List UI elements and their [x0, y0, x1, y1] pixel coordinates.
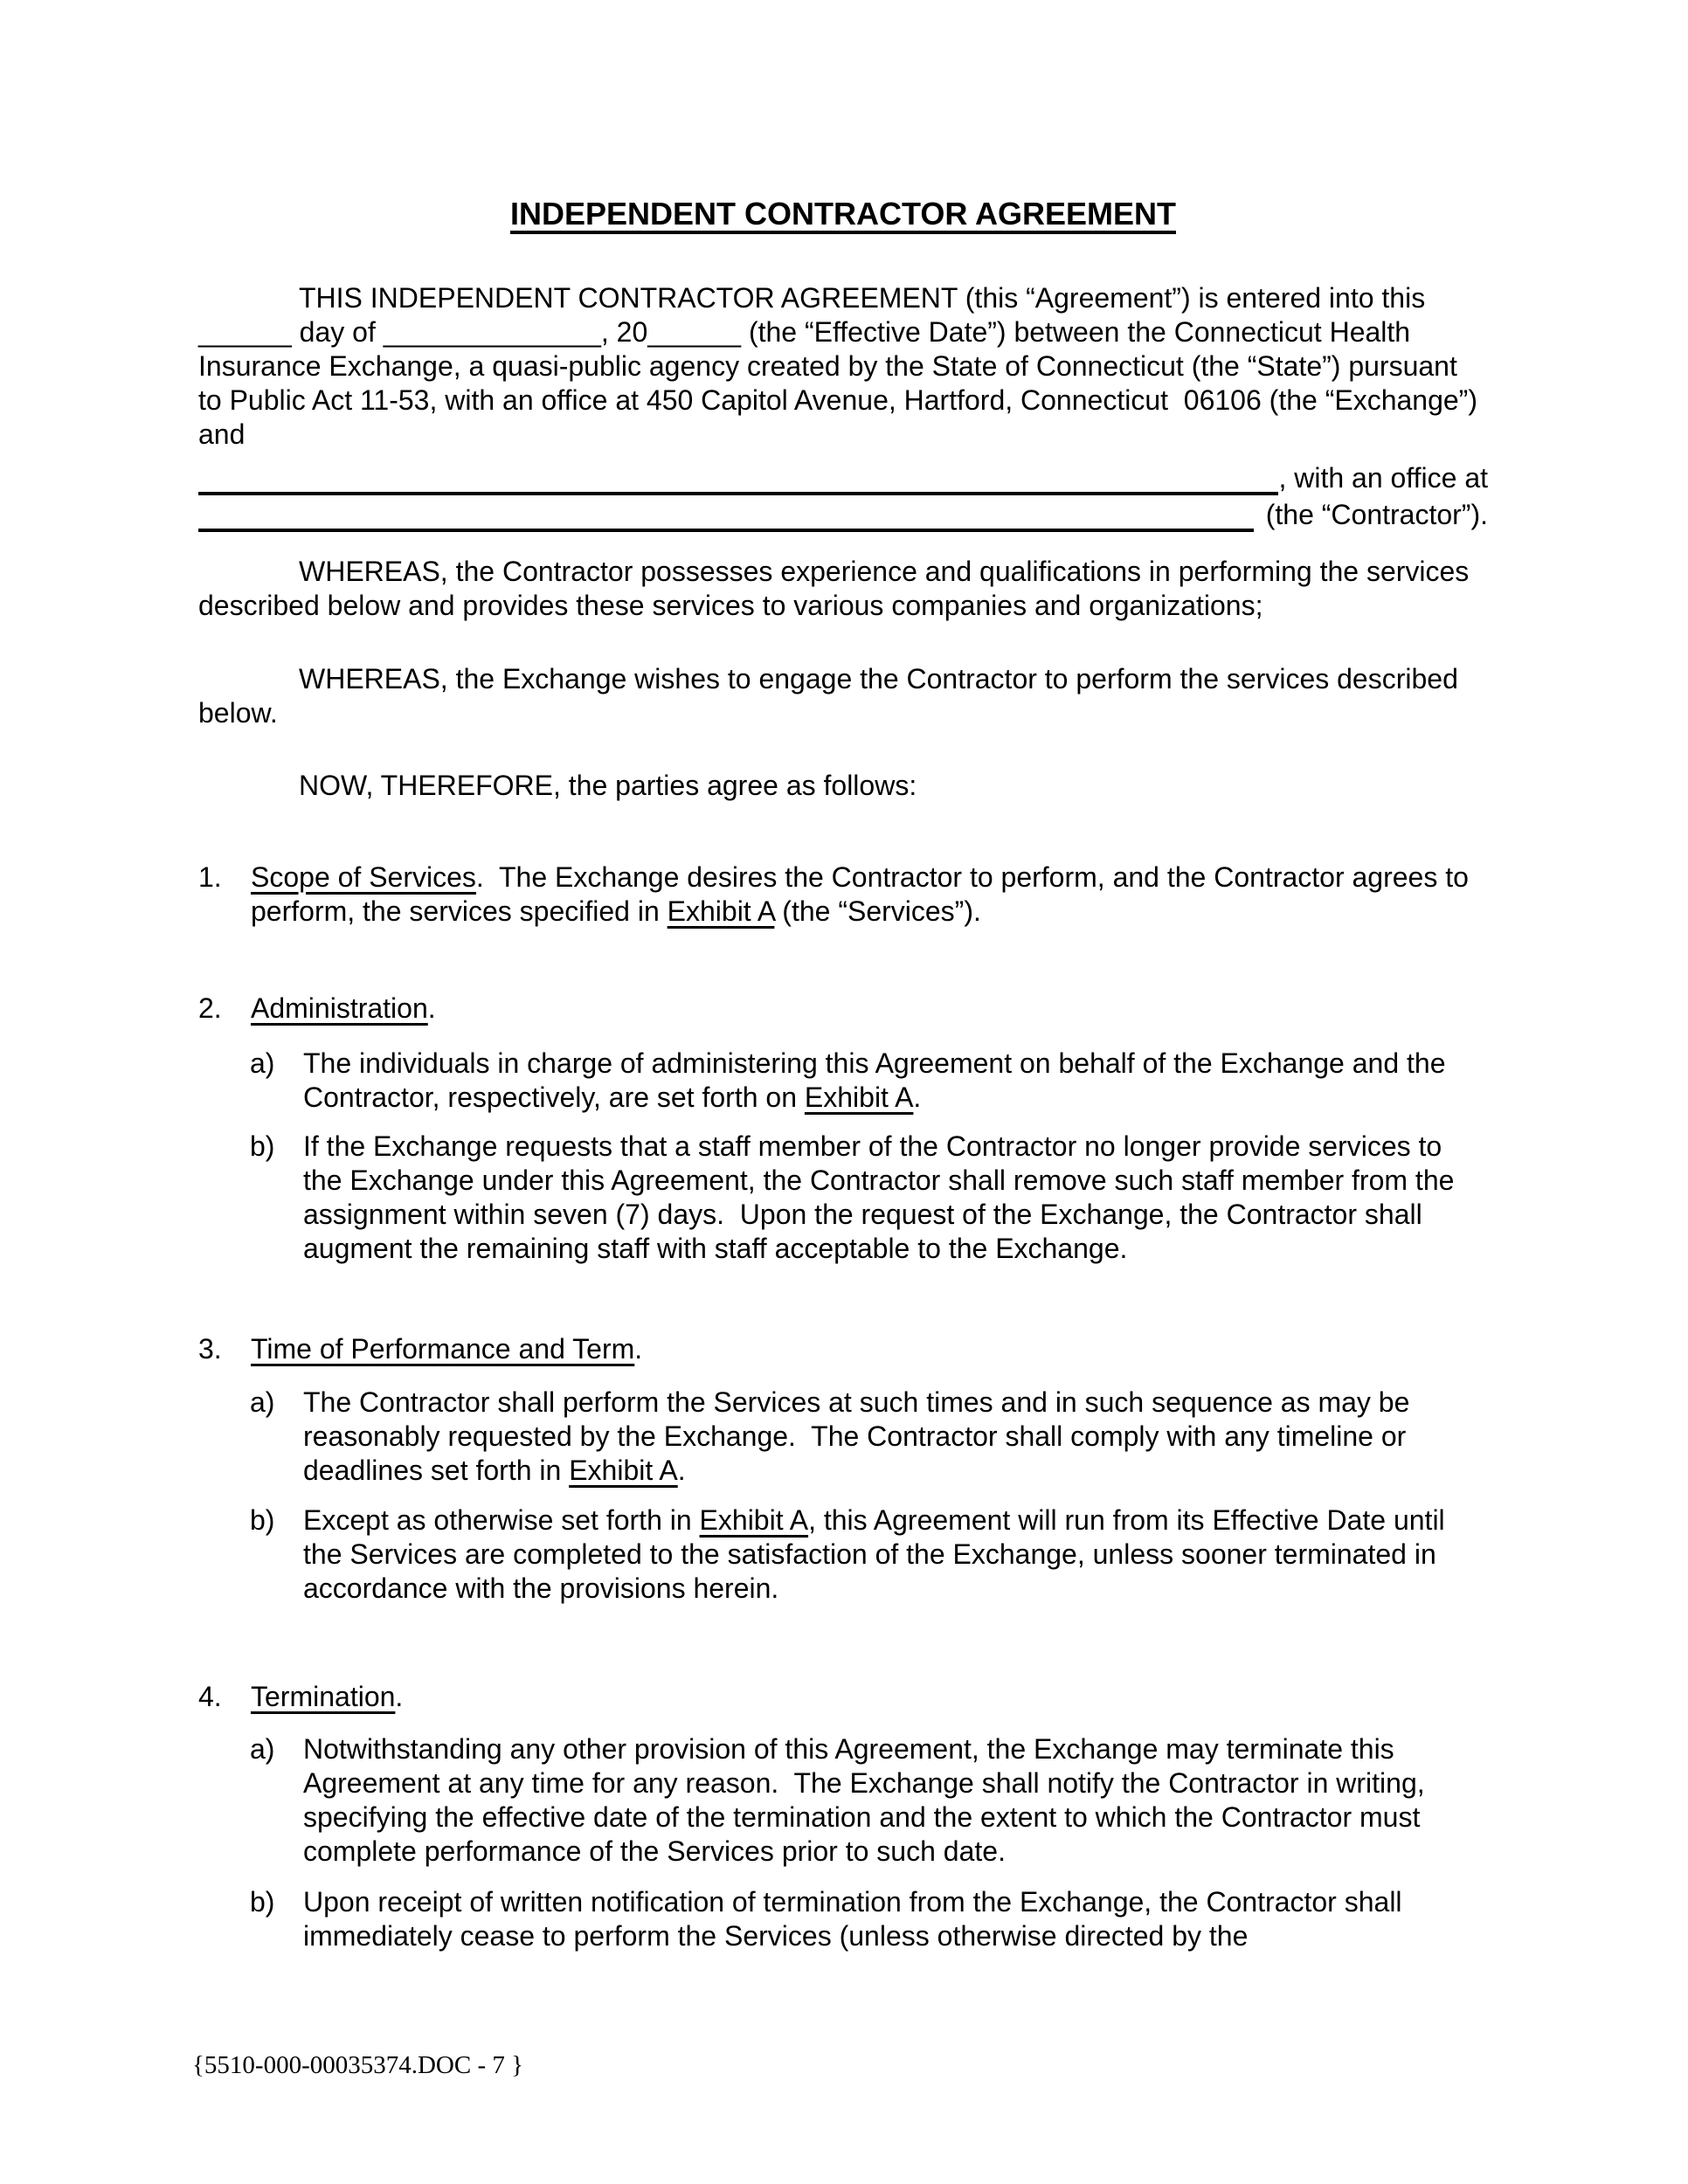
- section-number: 3.: [198, 1333, 222, 1365]
- now-therefore-paragraph: NOW, THEREFORE, the parties agree as follows:: [299, 770, 917, 801]
- contractor-label-text: (the “Contractor”).: [1265, 499, 1488, 530]
- item-letter: a): [250, 1047, 275, 1079]
- item-letter: b): [250, 1504, 275, 1536]
- blank-fill-line: [198, 460, 1278, 495]
- item-letter: b): [250, 1130, 275, 1162]
- section-4-termination: [198, 1680, 1488, 1714]
- blank-fill-line: [198, 496, 1254, 532]
- whereas-paragraph-2: WHEREAS, the Exchange wishes to engage the Contractor to perform the services described below.: [198, 663, 1466, 729]
- section-body: Time of Performance and Term.: [251, 1333, 643, 1365]
- section-3-item-b: [250, 1503, 1488, 1606]
- item-letter: a): [250, 1733, 275, 1765]
- section-2-item-a: [250, 1047, 1488, 1115]
- item-body: Except as otherwise set forth in Exhibit A, this Agreement will run from its Effective Date until the Services are completed to the satisfaction of the Exchange, unless sooner terminated in accordance with the provisions herein.: [303, 1504, 1453, 1604]
- item-letter: a): [250, 1386, 275, 1418]
- item-letter: b): [250, 1886, 275, 1918]
- contractor-name-line-2: [198, 496, 1488, 533]
- item-body: If the Exchange requests that a staff member of the Contractor no longer provide services to the Exchange under this Agreement, the Contractor shall remove such staff member from the assignment within seven (7) days. Upon the request of the Exchange, the Contractor shall augment the remaining staff with staff acceptable to the Exchange.: [303, 1130, 1463, 1264]
- document-content: [192, 0, 1488, 2081]
- item-body: The Contractor shall perform the Services at such times and in such sequence as may be reasonably requested by the Exchange. The Contractor shall comply with any timeline or deadlines set forth in Exhibit A.: [303, 1386, 1418, 1486]
- document-title: INDEPENDENT CONTRACTOR AGREEMENT: [509, 196, 1177, 232]
- section-body: Termination.: [251, 1681, 404, 1712]
- section-number: 2.: [198, 992, 222, 1024]
- document-control-number: {5510-000-00035374.DOC - 7 }: [192, 2051, 524, 2079]
- contractor-name-line-1: [198, 460, 1488, 496]
- item-body: The individuals in charge of administering this Agreement on behalf of the Exchange and the Contractor, respectively, are set forth on Exhibit A.: [303, 1047, 1454, 1113]
- office-at-text: , with an office at: [1278, 462, 1488, 494]
- section-2-item-b: [250, 1130, 1488, 1266]
- section-number: 4.: [198, 1681, 222, 1712]
- section-3-time-of-performance: [198, 1332, 1488, 1366]
- section-3-item-a: [250, 1386, 1488, 1488]
- section-number: 1.: [198, 861, 222, 893]
- section-1-scope-of-services: [198, 860, 1488, 929]
- whereas-paragraph-1: WHEREAS, the Contractor possesses experience and qualifications in performing the services described below and provides these services to various companies and organizations;: [198, 556, 1477, 621]
- item-body: Notwithstanding any other provision of this Agreement, the Exchange may terminate this Agreement at any time for any reason. The Exchange shall notify the Contractor in writing, specifying the effective date of the termination and the extent to which the Contractor must complete performance of the Services prior to such date.: [303, 1733, 1433, 1867]
- item-body: Upon receipt of written notification of termination from the Exchange, the Contractor shall immediately cease to perform the Services (unless otherwise directed by the: [303, 1886, 1410, 1952]
- intro-paragraph: THIS INDEPENDENT CONTRACTOR AGREEMENT (this “Agreement”) is entered into this ______ day of ______________, 20______ (the “Effective Date”) between the Connecticut Health Insurance Exchange, a quasi-public agency created by the State of Connecticut (the “State”) pursuant to Public Act 11-53, with an office at 450 Capitol Avenue, Hartford, Connecticut 06106 (the “Exchange”) and: [198, 282, 1485, 450]
- section-4-item-b: [250, 1885, 1488, 1953]
- section-body: Administration.: [251, 992, 436, 1024]
- section-2-administration: [198, 992, 1488, 1026]
- section-body: Scope of Services. The Exchange desires the Contractor to perform, and the Contractor agrees to perform, the services specified in Exhibit A (the “Services”).: [251, 861, 1477, 927]
- section-4-item-a: [250, 1732, 1488, 1869]
